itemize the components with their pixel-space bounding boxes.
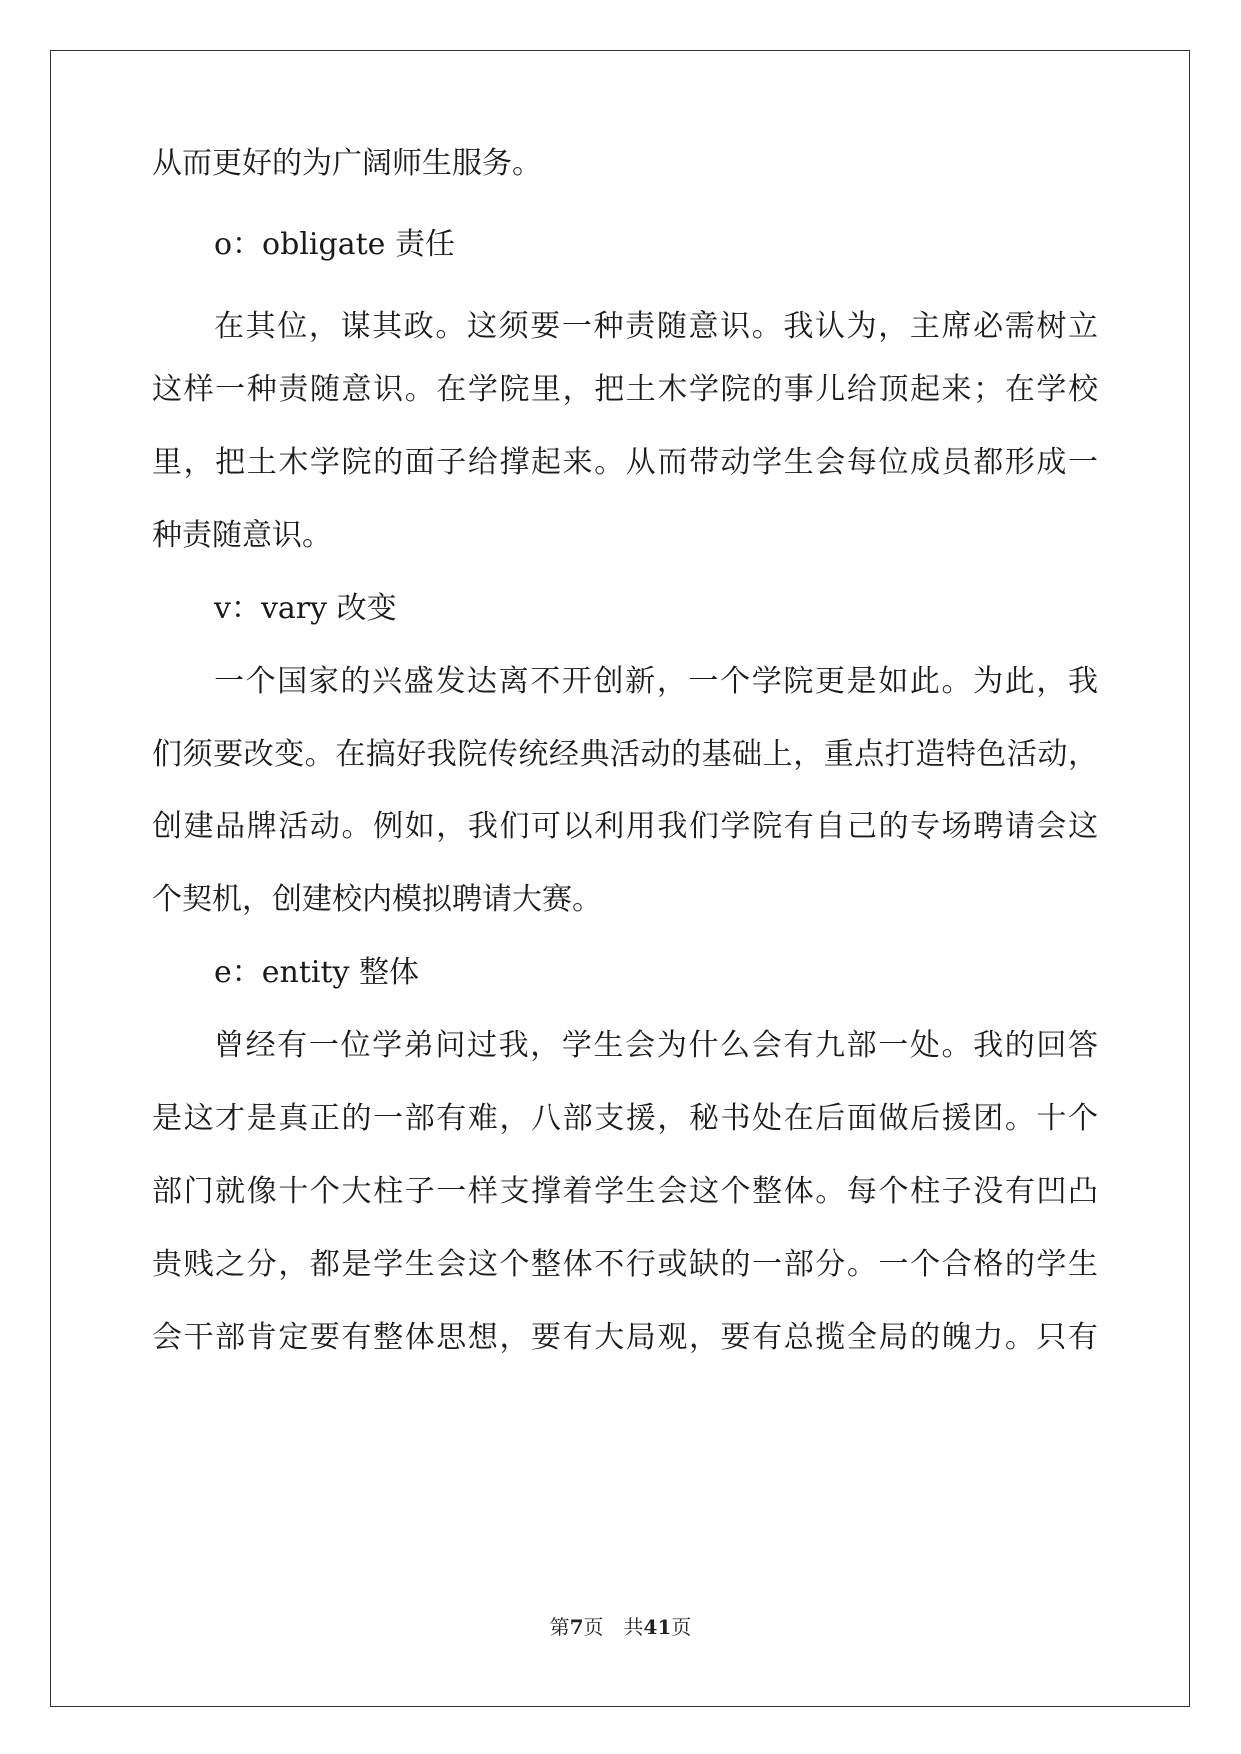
text-line: 部门就像十个大柱子一样支撑着学生会这个整体。每个柱子没有凹凸: [152, 1174, 1098, 1209]
text-line: 个契机，创建校内模拟聘请大赛。: [152, 882, 602, 917]
text-line: 创建品牌活动。例如，我们可以利用我们学院有自己的专场聘请会这: [152, 809, 1098, 844]
page-number: 7: [569, 1615, 584, 1639]
text-line: 一个国家的兴盛发达离不开创新，一个学院更是如此。为此，我: [214, 664, 1098, 699]
text-line: 会干部肯定要有整体思想，要有大局观，要有总揽全局的魄力。只有: [152, 1320, 1098, 1355]
total-pages: 41: [643, 1615, 672, 1639]
text-line: 曾经有一位学弟问过我，学生会为什么会有九部一处。我的回答: [214, 1028, 1098, 1063]
total-suffix: 页: [671, 1615, 692, 1639]
text-line: 从而更好的为广阔师生服务。: [152, 146, 542, 181]
section-heading-vary: v：vary 改变: [214, 591, 397, 626]
text-line: 里，把土木学院的面子给撑起来。从而带动学生会每位成员都形成一: [152, 445, 1098, 480]
page-footer: [0, 1613, 1241, 1641]
text-line: 这样一种责随意识。在学院里，把土木学院的事儿给顶起来；在学校: [152, 372, 1098, 407]
total-prefix: 共: [623, 1615, 644, 1639]
page-prefix: 第: [549, 1615, 570, 1639]
text-line: 贵贱之分，都是学生会这个整体不行或缺的一部分。一个合格的学生: [152, 1247, 1098, 1282]
section-heading-obligate: o：obligate 责任: [214, 227, 455, 262]
page-suffix: 页: [583, 1615, 604, 1639]
text-line: 是这才是真正的一部有难，八部支援，秘书处在后面做后援团。十个: [152, 1101, 1098, 1136]
text-line: 种责随意识。: [152, 518, 332, 553]
text-line: 在其位，谋其政。这须要一种责随意识。我认为，主席必需树立: [214, 309, 1098, 344]
section-heading-entity: e：entity 整体: [214, 955, 420, 990]
page-border: [50, 50, 1190, 1707]
text-line: 们须要改变。在搞好我院传统经典活动的基础上，重点打造特色活动，: [152, 737, 1098, 772]
